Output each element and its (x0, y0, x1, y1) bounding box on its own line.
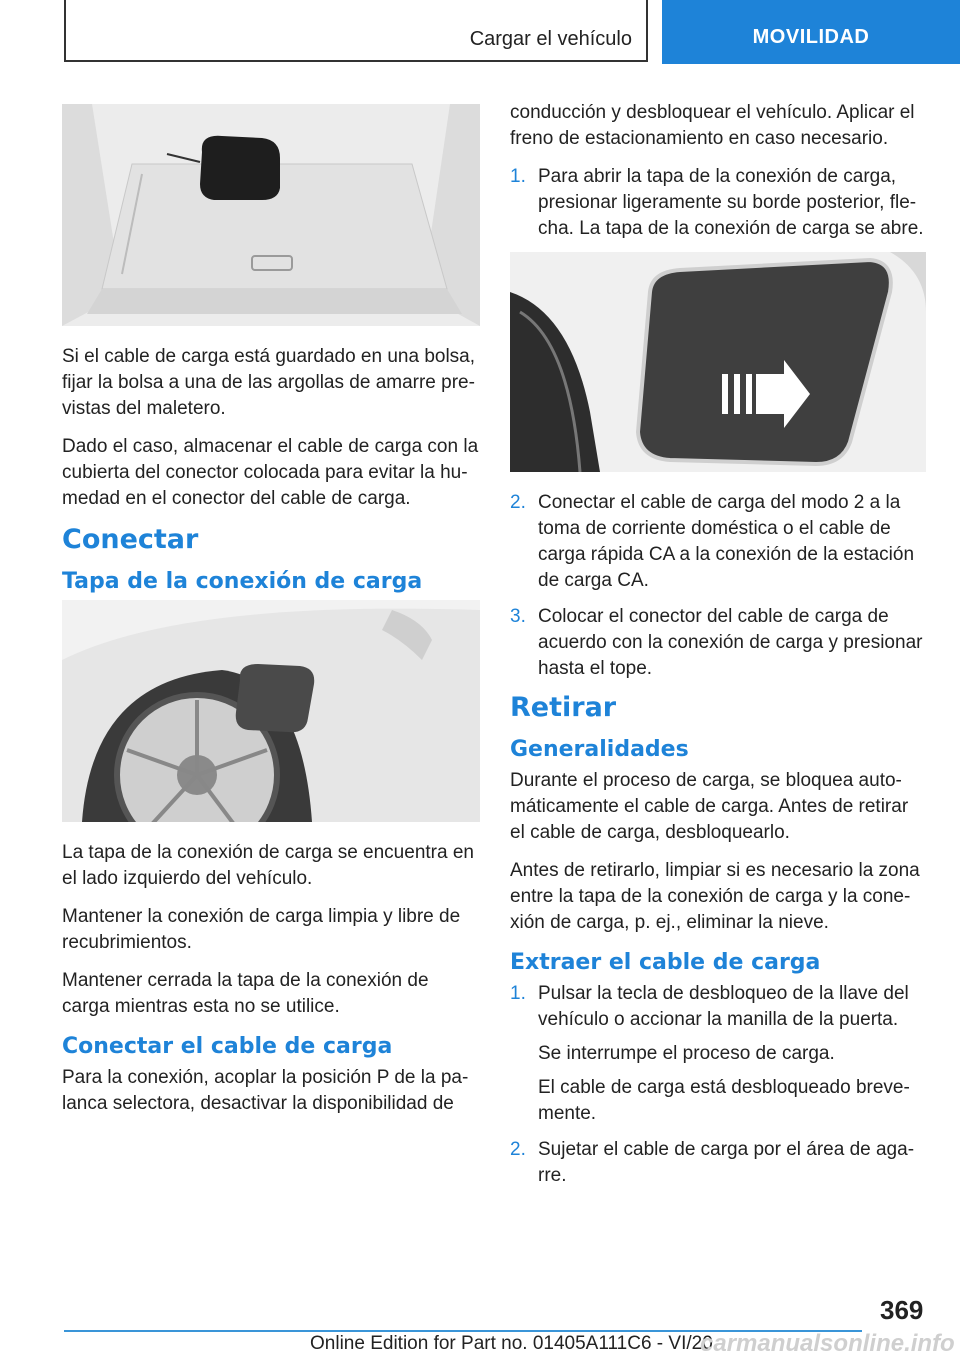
left-column (62, 100, 480, 1129)
list-item (510, 981, 926, 1127)
paragraph-flap-location: La tapa de la conexión de carga se encuentra en el lado izquierdo del vehículo. (62, 842, 474, 889)
heading-charging-flap: Tapa de la conexión de carga (62, 569, 423, 594)
connect-steps-2 (510, 490, 926, 682)
chapter-tab[interactable]: MOVILIDAD (662, 0, 960, 64)
list-item (510, 1137, 926, 1189)
list-item (510, 490, 926, 594)
paragraph-general-1: Durante el proceso de carga, se bloquea auto-máticamente el cable de carga. Antes de retirar el cable de carga, desbloquearlo. (510, 770, 909, 843)
heading-connect-cable: Conectar el cable de carga (62, 1034, 393, 1059)
connect-steps-1 (510, 164, 926, 242)
paragraph-general-2: Antes de retirarlo, limpiar si es necesario la zona entre la tapa de la conexión de carga y la cone-xión de carga, p. ej., eliminar la nieve. (510, 860, 920, 933)
page-number: 369 (880, 1295, 924, 1325)
step-result: Se interrumpe el proceso de carga. (538, 1043, 835, 1064)
flap-arrow-figure (510, 252, 926, 472)
extract-steps (510, 981, 926, 1189)
heading-remove: Retirar (510, 692, 617, 723)
paragraph-bag: Si el cable de carga está guardado en una bolsa, fijar la bolsa a una de las argollas de amarre pre-vistas del maletero. (62, 346, 476, 419)
paragraph-continue: conducción y desbloquear el vehículo. Aplicar el freno de estacionamiento en caso necesario. (510, 102, 915, 149)
watermark: carmanualsonline.info (700, 1330, 955, 1357)
step-number: 1. (510, 166, 526, 187)
heading-extract-cable: Extraer el cable de carga (510, 950, 821, 975)
list-item (510, 604, 926, 682)
right-column (510, 100, 926, 1199)
step-number: 3. (510, 606, 526, 627)
paragraph-connect-intro: Para la conexión, acoplar la posición P de la pa-lanca selectora, desactivar la disponibilidad de (62, 1067, 469, 1114)
paragraph-closed: Mantener cerrada la tapa de la conexión de carga mientras esta no se utilice. (62, 970, 429, 1017)
section-title: Cargar el vehículo (469, 28, 632, 50)
step-number: 2. (510, 1139, 526, 1160)
heading-connect: Conectar (62, 524, 199, 555)
edition-text: Online Edition for Part no. 01405A111C6 - VI/20 (310, 1333, 713, 1354)
step-text: Pulsar la tecla de desbloqueo de la llave del vehículo o accionar la manilla de la puerta. (538, 983, 909, 1030)
step-result: El cable de carga está desbloqueado breve-mente. (538, 1077, 910, 1124)
step-number: 2. (510, 492, 526, 513)
paragraph-cover: Dado el caso, almacenar el cable de carga con la cubierta del conector colocada para evitar la hu-medad en el conector del cable de carga. (62, 436, 479, 509)
step-text: Para abrir la tapa de la conexión de carga, presionar ligeramente su borde posterior, fle-cha. La tapa de la conexión de carga se abre. (538, 166, 924, 239)
step-text: Colocar el conector del cable de carga de acuerdo con la conexión de carga y presionar hasta el tope. (538, 606, 923, 679)
list-item (510, 164, 926, 242)
step-text: Conectar el cable de carga del modo 2 a la toma de corriente doméstica o el cable de carga rápida CA a la conexión de la estación de carga CA. (538, 492, 915, 591)
header-section-box (64, 0, 648, 62)
trunk-bag-figure (62, 104, 480, 326)
step-text: Sujetar el cable de carga por el área de aga-rre. (538, 1139, 915, 1186)
charging-flap-car-figure (62, 600, 480, 822)
paragraph-clean: Mantener la conexión de carga limpia y libre de recubrimientos. (62, 906, 461, 953)
step-number: 1. (510, 983, 526, 1004)
heading-general: Generalidades (510, 737, 689, 762)
